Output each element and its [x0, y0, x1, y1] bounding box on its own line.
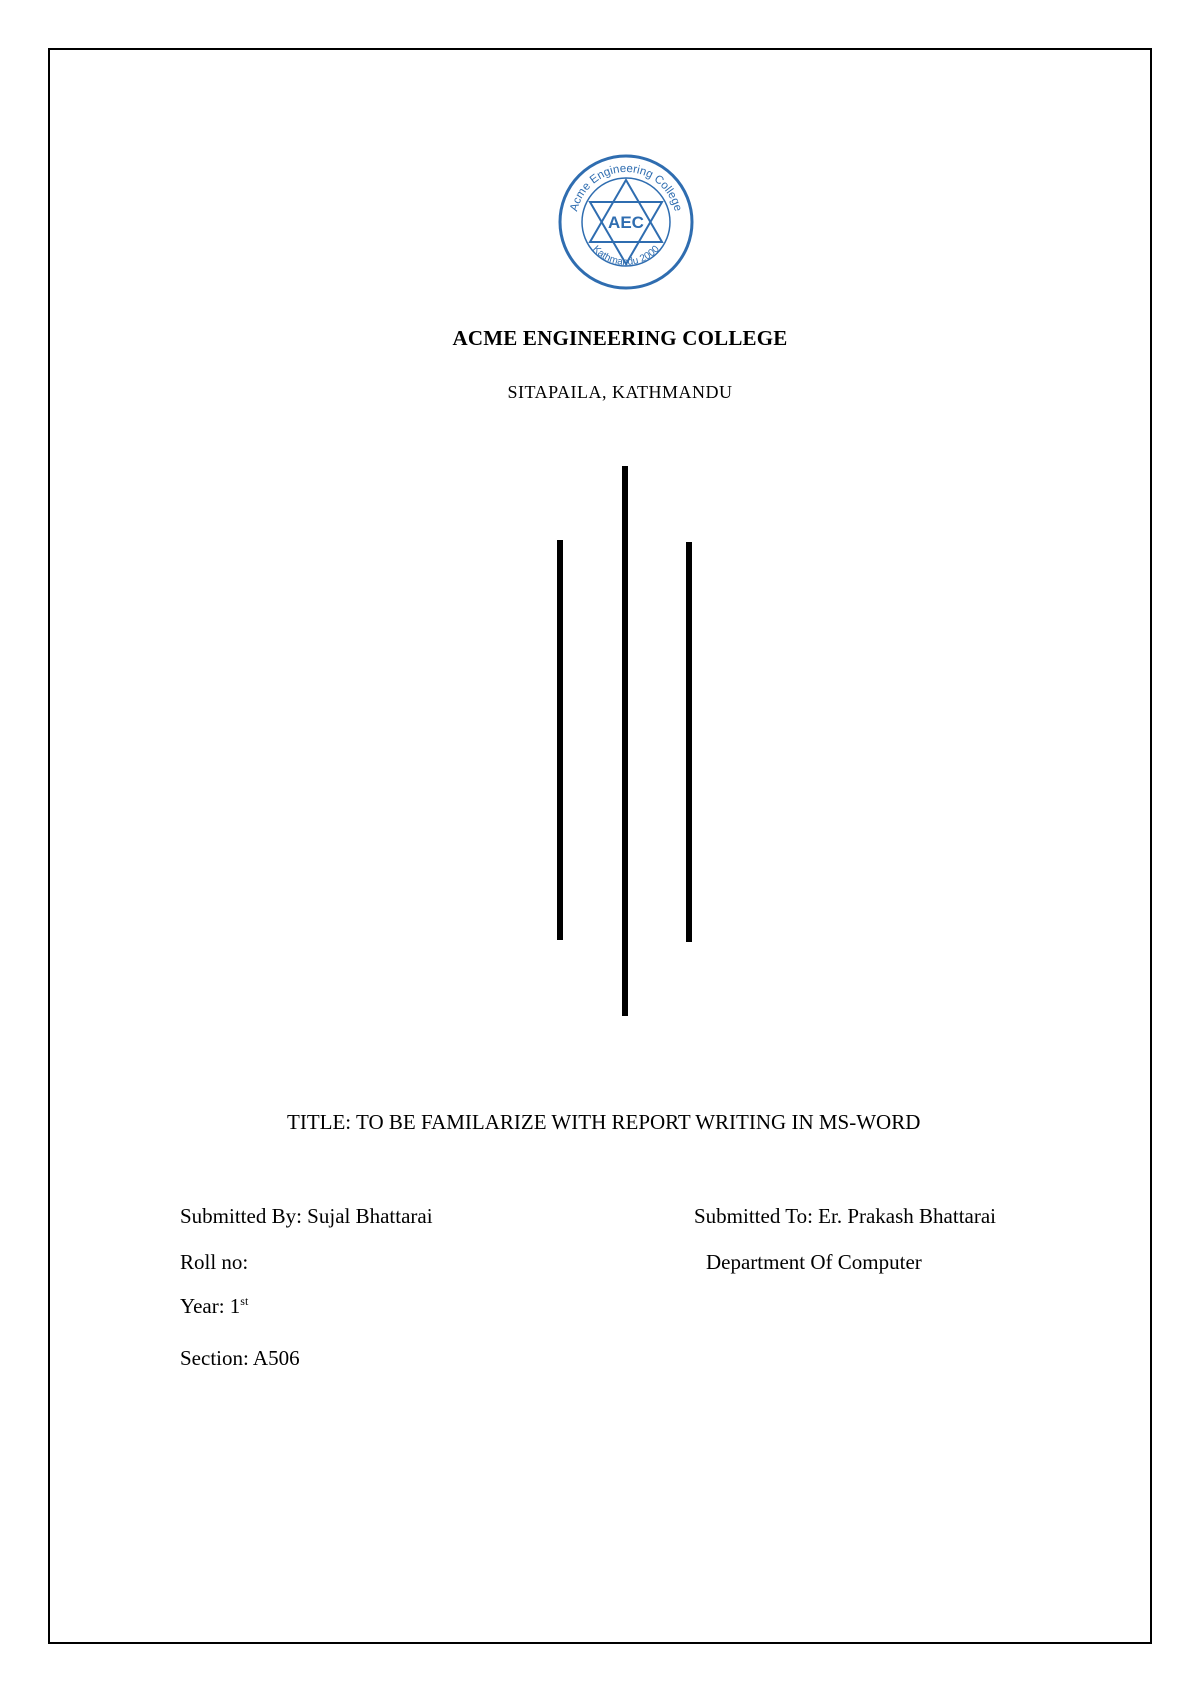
logo-arc-top-text: Acme Engineering College [568, 162, 684, 213]
college-address: SITAPAILA, KATHMANDU [507, 382, 733, 402]
year [180, 1294, 248, 1319]
college-name: ACME ENGINEERING COLLEGE [452, 326, 788, 350]
decorative-line-right [686, 542, 692, 942]
department: Department Of Computer [706, 1250, 922, 1274]
roll-no: Roll no: [180, 1250, 249, 1274]
section: Section: A506 [180, 1346, 300, 1370]
decorative-line-middle [622, 466, 628, 1016]
submitted-to: Submitted To: Er. Prakash Bhattarai [694, 1204, 997, 1228]
submitted-by: Submitted By: Sujal Bhattarai [180, 1204, 433, 1228]
report-title: TITLE: TO BE FAMILARIZE WITH REPORT WRITING IN MS-WORD [287, 1110, 921, 1134]
decorative-line-left [557, 540, 563, 940]
college-logo-icon [556, 152, 696, 292]
logo-arc-bottom-text: Kathmandu 2000 [590, 243, 662, 268]
year-prefix: Year: 1 [180, 1294, 241, 1318]
year-suffix: st [240, 1294, 249, 1308]
logo-center-text: AEC [608, 213, 644, 232]
